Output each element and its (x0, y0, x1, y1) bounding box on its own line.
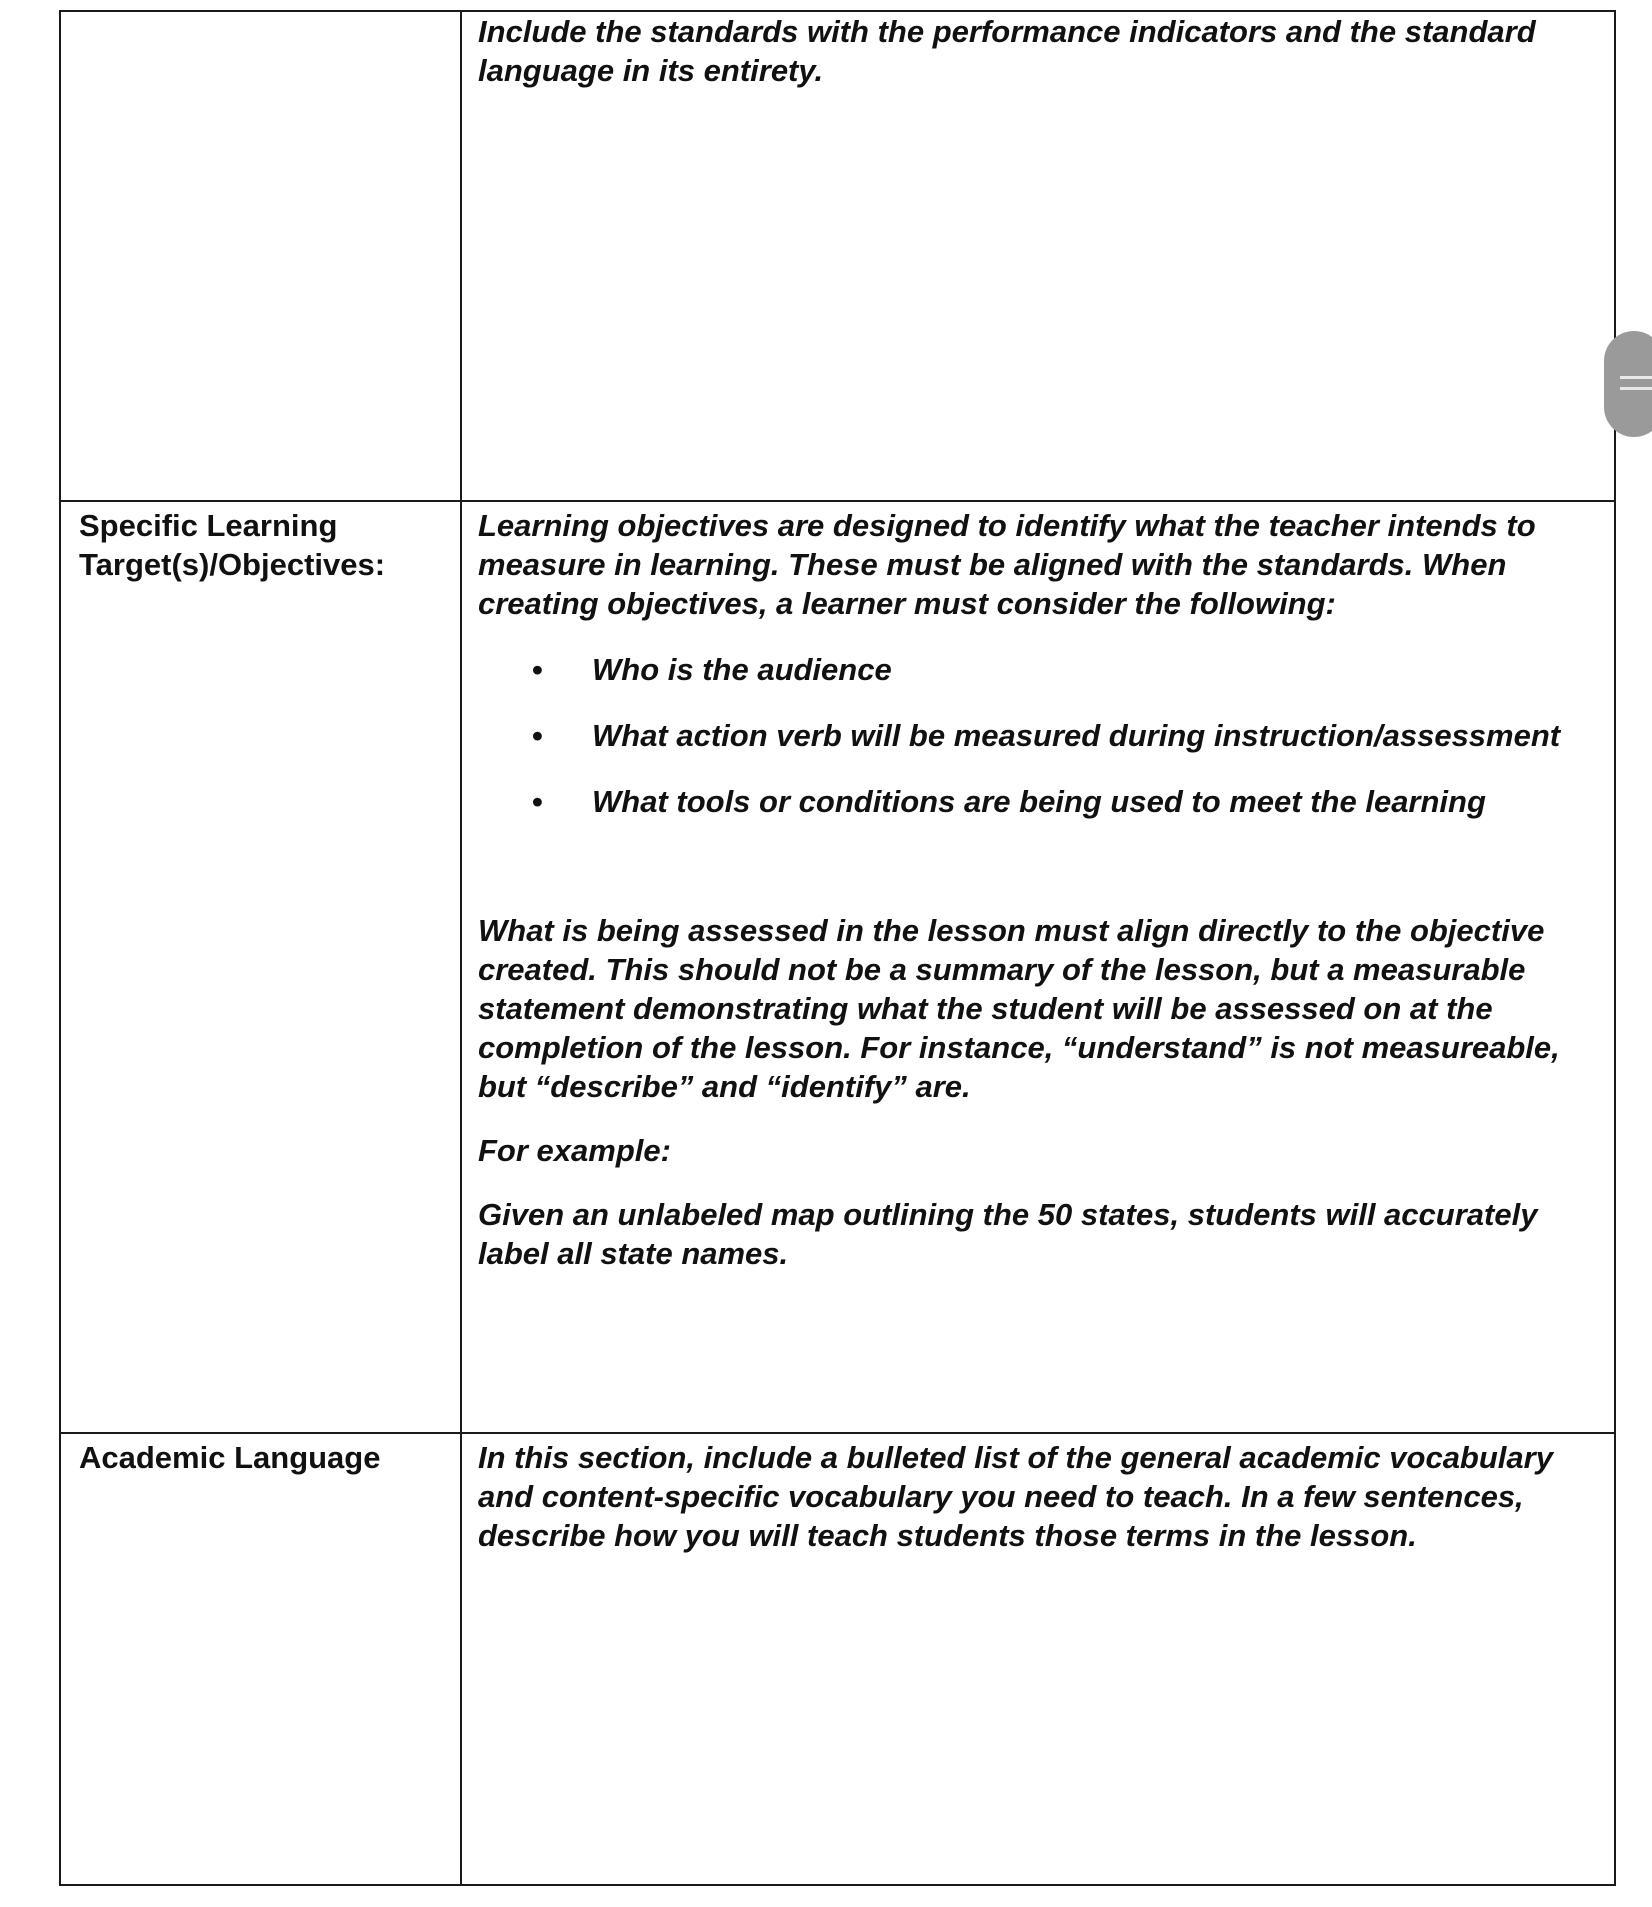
academic-language-label: Academic Language (79, 1440, 381, 1475)
scroll-handle[interactable] (1604, 331, 1652, 437)
bullet-icon: • (532, 652, 543, 687)
assessment-paragraph: What is being assessed in the lesson must align directly to the objective created. This should not be a summary of the lesson, but a measurable statement demonstrating what the student will be assessed on at the completion of the lesson. For instance, “understand” is not measureable, but “describe” and “identify” are. (478, 913, 1560, 1104)
objectives-intro: Learning objectives are designed to identify what the teacher intends to measure in learning. These must be aligned with the standards. When creating objectives, a learner must consider the following: (478, 508, 1536, 621)
standards-content (478, 12, 1598, 90)
objectives-content (478, 506, 1598, 1273)
row-divider (61, 500, 1614, 502)
column-divider (460, 12, 462, 1884)
objectives-label: Specific Learning Target(s)/Objectives: (79, 508, 386, 582)
objectives-bullet-list (478, 650, 1598, 848)
lesson-plan-table (59, 10, 1616, 1886)
standards-text: Include the standards with the performance indicators and the standard language in its entirety. (478, 14, 1536, 88)
grip-line-icon (1620, 387, 1652, 390)
bullet-item (478, 650, 1598, 716)
example-heading: For example: (478, 1133, 671, 1168)
bullet-text: What action verb will be measured during instruction/assessment (592, 718, 1561, 753)
bullet-item (478, 782, 1598, 848)
row-divider (61, 1432, 1614, 1434)
bullet-icon: • (532, 784, 543, 819)
grip-line-icon (1620, 376, 1652, 379)
bullet-item (478, 716, 1598, 782)
academic-language-content (478, 1438, 1598, 1555)
bullet-text: Who is the audience (592, 652, 892, 687)
bullet-text: What tools or conditions are being used to meet the learning (592, 784, 1486, 819)
bullet-icon: • (532, 718, 543, 753)
academic-language-text: In this section, include a bulleted list of the general academic vocabulary and content-specific vocabulary you need to teach. In a few sentences, describe how you will teach students those terms in the lesson. (478, 1440, 1553, 1553)
example-text: Given an unlabeled map outlining the 50 states, students will accurately label all state names. (478, 1197, 1538, 1271)
